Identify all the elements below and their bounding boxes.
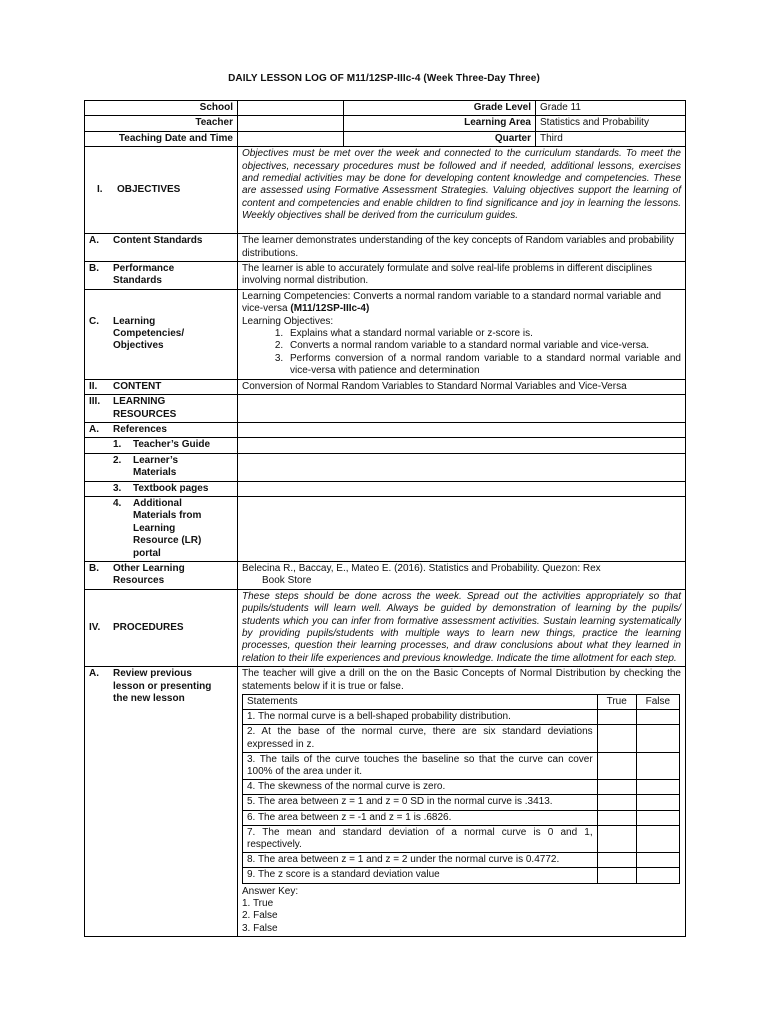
objectives-label (85, 147, 238, 234)
content-standards-label: A. Content Standards (85, 234, 238, 262)
learning-resources-row (85, 395, 686, 423)
false-cell[interactable] (636, 853, 679, 868)
objectives-title: OBJECTIVES (117, 184, 181, 196)
table-row: 7. The mean and standard deviation of a normal curve is 0 and 1, respectively. (243, 825, 680, 852)
true-cell[interactable] (597, 752, 636, 779)
learning-objectives-list (242, 328, 681, 378)
false-cell[interactable] (636, 780, 679, 795)
true-cell[interactable] (597, 725, 636, 752)
performance-standards-label: B. Performance Standards (85, 262, 238, 290)
performance-standards-text: The learner is able to accurately formulate and solve real-life problems in different disciplines involving normal distribution. (238, 262, 686, 290)
true-cell[interactable] (597, 780, 636, 795)
table-row: 6. The area between z = -1 and z = 1 is .6826. (243, 810, 680, 825)
true-header: True (597, 695, 636, 710)
competencies-label: C. Learning Competencies/ Objectives (85, 289, 238, 379)
competency-code: (M11/12SP-IIIc-4) (290, 303, 370, 315)
review-row (85, 667, 686, 937)
true-cell[interactable] (597, 795, 636, 810)
teacher-value (238, 116, 344, 131)
procedures-row (85, 589, 686, 666)
quarter-label: Quarter (344, 131, 536, 146)
objectives-text: Objectives must be met over the week and connected to the curriculum standards. To meet the objectives, necessary procedures must be followed and if needed, additional lessons, exercises and remedial activities may be done for developing content knowledge and competencies. These are assessed using Formative Assessment Strategies. Valuing objectives support the learning of content and competencies and enable children to find significance and joy in learning the lessons. Weekly objectives shall be derived from the curriculum guides. (238, 147, 686, 234)
answer-item: 1. True (242, 898, 274, 910)
additional-materials-label: 4. Additional Materials from Learning Resource (LR) portal (85, 496, 238, 561)
table-row: 3. The tails of the curve touches the baseline so that the curve can cover 100% of the area under it. (243, 752, 680, 779)
teaching-date-label: Teaching Date and Time (85, 131, 238, 146)
learning-resources-cell (238, 395, 686, 423)
competencies-row (85, 289, 686, 379)
table-row: 8. The area between z = 1 and z = 2 under the normal curve is 0.4772. (243, 853, 680, 868)
document-title: DAILY LESSON LOG OF M11/12SP-IIIc-4 (Week Three-Day Three) (228, 73, 540, 84)
true-cell[interactable] (597, 710, 636, 725)
teacher-row (85, 116, 686, 131)
additional-materials-row (85, 496, 686, 561)
performance-standards-row (85, 262, 686, 290)
table-row: 9. The z score is a standard deviation value (243, 868, 680, 883)
teaching-date-value (238, 131, 344, 146)
teachers-guide-cell (238, 438, 686, 453)
list-item: 3. Performs conversion of a normal random variable to a standard normal variable and vice-versa with patience and determination (286, 353, 681, 378)
objectives-num: I. (97, 184, 103, 196)
procedures-text: These steps should be done across the week. Spread out the activities appropriately so that pupils/students will learn well. Always be guided by demonstration of learning by the pupils/ students which you can infer from formative assessment activities. Sustain learning systematically by providing pupils/students with multiple ways to learn new things, practice the learning processes, question their learning processes, and draw conclusions about what they learned in relation to their life experiences and previous knowledge. Indicate the time allotment for each step. (238, 589, 686, 666)
false-cell[interactable] (636, 825, 679, 852)
quarter-value: Third (536, 131, 686, 146)
date-row (85, 131, 686, 146)
table-row: 5. The area between z = 1 and z = 0 SD in the normal curve is .3413. (243, 795, 680, 810)
true-false-table (242, 694, 680, 884)
textbook-pages-row (85, 481, 686, 496)
learning-area-label: Learning Area (344, 116, 536, 131)
school-label: School (85, 101, 238, 116)
learners-materials-label: 2. Learner’s Materials (85, 453, 238, 481)
content-label: II. CONTENT (85, 379, 238, 394)
false-header: False (636, 695, 679, 710)
list-item: 2. Converts a normal random variable to a standard normal variable and vice-versa. (286, 340, 681, 352)
learners-materials-row (85, 453, 686, 481)
teachers-guide-label: 1. Teacher’s Guide (85, 438, 238, 453)
learning-resources-label: III. LEARNING RESOURCES (85, 395, 238, 423)
textbook-pages-cell (238, 481, 686, 496)
teacher-label: Teacher (85, 116, 238, 131)
references-label: A. References (85, 422, 238, 437)
false-cell[interactable] (636, 795, 679, 810)
table-row: 4. The skewness of the normal curve is zero. (243, 780, 680, 795)
answer-key-label: Answer Key: (242, 885, 299, 897)
references-cell (238, 422, 686, 437)
textbook-pages-label: 3. Textbook pages (85, 481, 238, 496)
false-cell[interactable] (636, 868, 679, 883)
school-row (85, 101, 686, 116)
answer-item: 2. False (242, 910, 278, 922)
competencies-intro: Learning Competencies: Converts a normal random variable to a standard normal variable and vice-versa (M11/12SP-IIIc-4) (242, 290, 662, 315)
teachers-guide-row (85, 438, 686, 453)
other-resources-row (85, 561, 686, 589)
true-cell[interactable] (597, 810, 636, 825)
false-cell[interactable] (636, 810, 679, 825)
content-standards-text: The learner demonstrates understanding of the key concepts of Random variables and probability distributions. (238, 234, 686, 262)
list-item: 1. Explains what a standard normal variable or z-score is. (286, 328, 681, 340)
grade-level-label: Grade Level (344, 101, 536, 116)
grade-level-value: Grade 11 (536, 101, 686, 116)
false-cell[interactable] (636, 725, 679, 752)
other-resources-label: B. Other Learning Resources (85, 561, 238, 589)
objectives-row (85, 147, 686, 234)
answer-item: 3. False (242, 922, 278, 934)
content-text: Conversion of Normal Random Variables to Standard Normal Variables and Vice-Versa (238, 379, 686, 394)
statements-header: Statements (243, 695, 598, 710)
true-cell[interactable] (597, 868, 636, 883)
additional-materials-cell (238, 496, 686, 561)
content-standards-row (85, 234, 686, 262)
learning-area-value: Statistics and Probability (536, 116, 686, 131)
competencies-text (238, 289, 686, 379)
review-label: A. Review previous lesson or presenting the new lesson (85, 667, 238, 937)
content-row (85, 379, 686, 394)
false-cell[interactable] (636, 710, 679, 725)
table-header-row (243, 695, 680, 710)
procedures-label: IV. PROCEDURES (85, 589, 238, 666)
daily-lesson-log-table (84, 100, 686, 937)
true-cell[interactable] (597, 853, 636, 868)
references-row (85, 422, 686, 437)
table-row: 1. The normal curve is a bell-shaped probability distribution. (243, 710, 680, 725)
false-cell[interactable] (636, 752, 679, 779)
school-value (238, 101, 344, 116)
objectives-subheading: Learning Objectives: (242, 315, 334, 327)
review-content (238, 667, 686, 937)
other-resources-text: Belecina R., Baccay, E., Mateo E. (2016). Statistics and Probability. Quezon: Rex Book Store (238, 561, 686, 589)
true-cell[interactable] (597, 825, 636, 852)
learners-materials-cell (238, 453, 686, 481)
table-row: 2. At the base of the normal curve, there are six standard deviations expressed in z. (243, 725, 680, 752)
review-intro: The teacher will give a drill on the on the Basic Concepts of Normal Distribution by checking the statements below if it is true or false. (242, 668, 681, 692)
